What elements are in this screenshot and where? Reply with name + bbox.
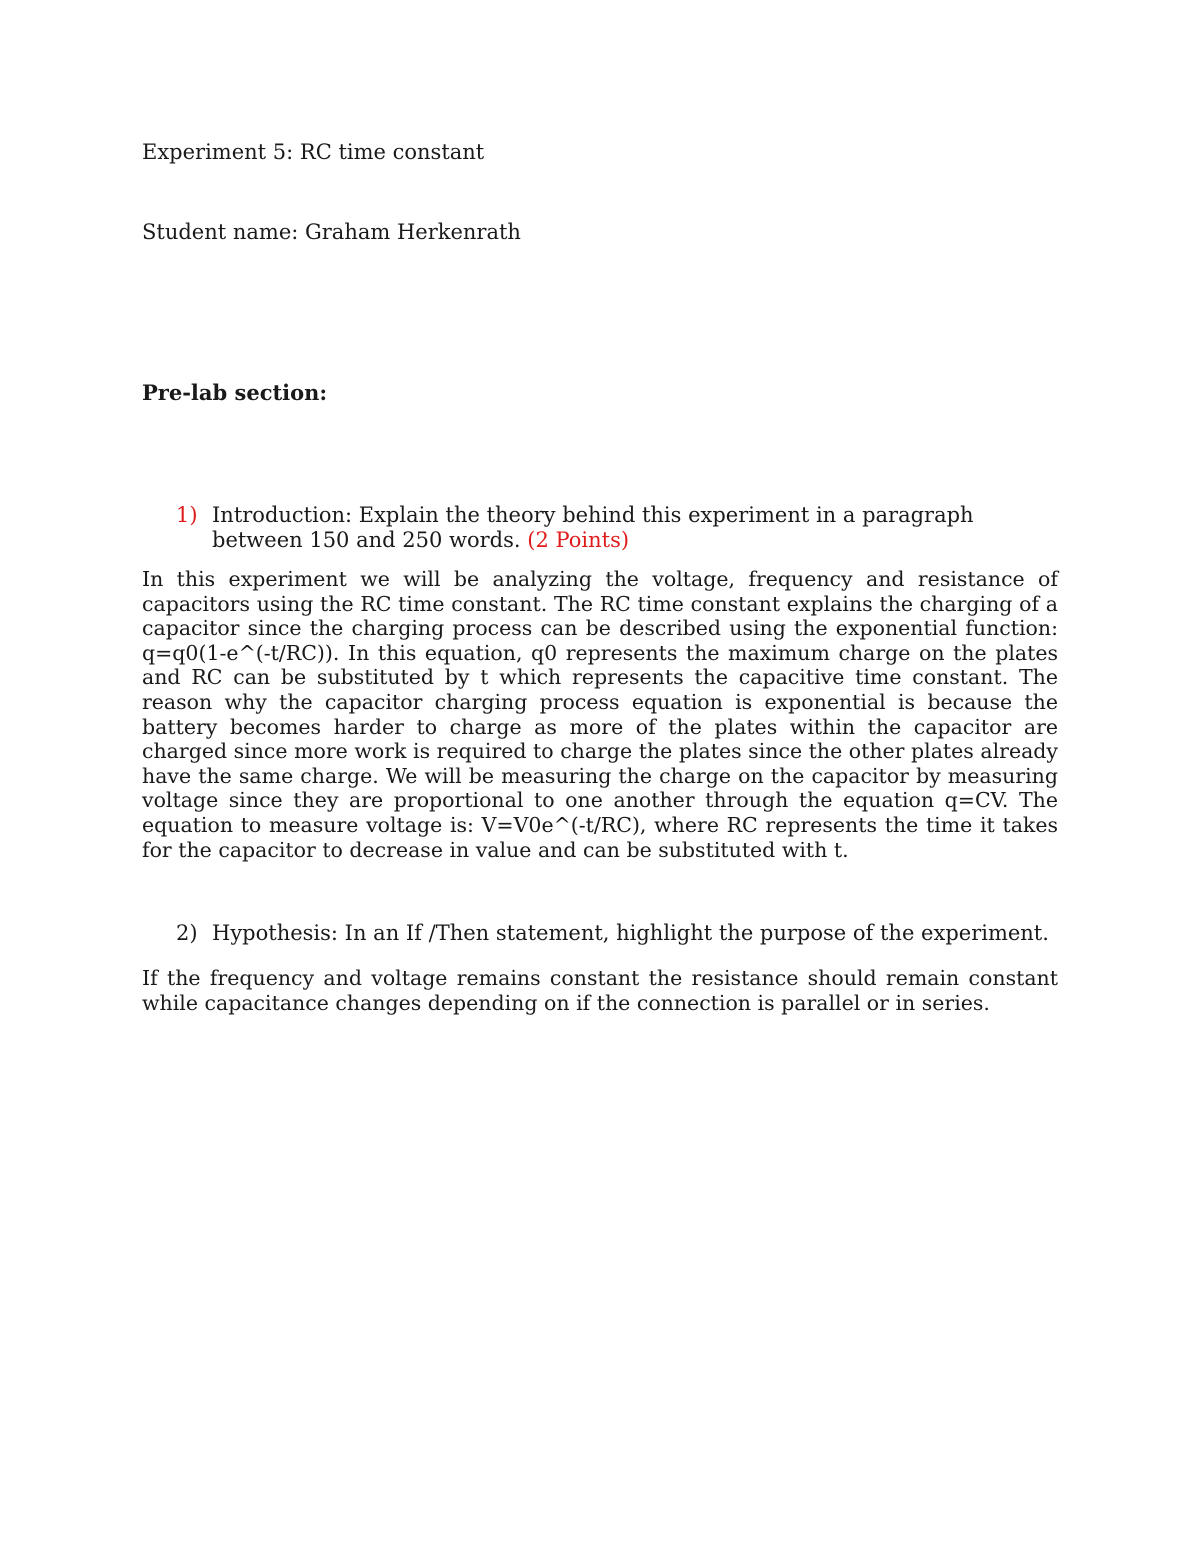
question-prompt xyxy=(212,503,1060,553)
question-2 xyxy=(176,921,1060,946)
answer-paragraph-2: If the frequency and voltage remains constant the resistance should remain constant while capacitance changes depending on if the connection is parallel or in series. xyxy=(142,966,1058,1015)
document-title: Experiment 5: RC time constant xyxy=(142,140,485,164)
question-number: 2) xyxy=(176,921,198,945)
section-heading: Pre-lab section: xyxy=(142,380,328,405)
question-1 xyxy=(176,503,1060,553)
question-prompt-text: Introduction: Explain the theory behind this experiment in a paragraph between 150 and 250 words. xyxy=(212,503,974,552)
answer-paragraph-1: In this experiment we will be analyzing the voltage, frequency and resistance of capacitors using the RC time constant. The RC time constant explains the charging of a capacitor since the charging process can be described using the exponential function: q=q0(1-e^(-t/RC)). In this equation, q0 represents the maximum charge on the plates and RC can be substituted by t which represents the capacitive time constant. The reason why the capacitor charging process equation is exponential is because the battery becomes harder to charge as more of the plates within the capacitor are charged since more work is required to charge the plates since the other plates already have the same charge. We will be measuring the charge on the capacitor by measuring voltage since they are proportional to one another through the equation q=CV. The equation to measure voltage is: V=V0e^(-t/RC), where RC represents the time it takes for the capacitor to decrease in value and can be substituted with t. xyxy=(142,567,1058,862)
points-label: (2 Points) xyxy=(527,528,630,552)
student-name-line: Student name: Graham Herkenrath xyxy=(142,220,521,244)
question-number: 1) xyxy=(176,503,198,527)
question-prompt: Hypothesis: In an If /Then statement, highlight the purpose of the experiment. xyxy=(212,921,1049,945)
